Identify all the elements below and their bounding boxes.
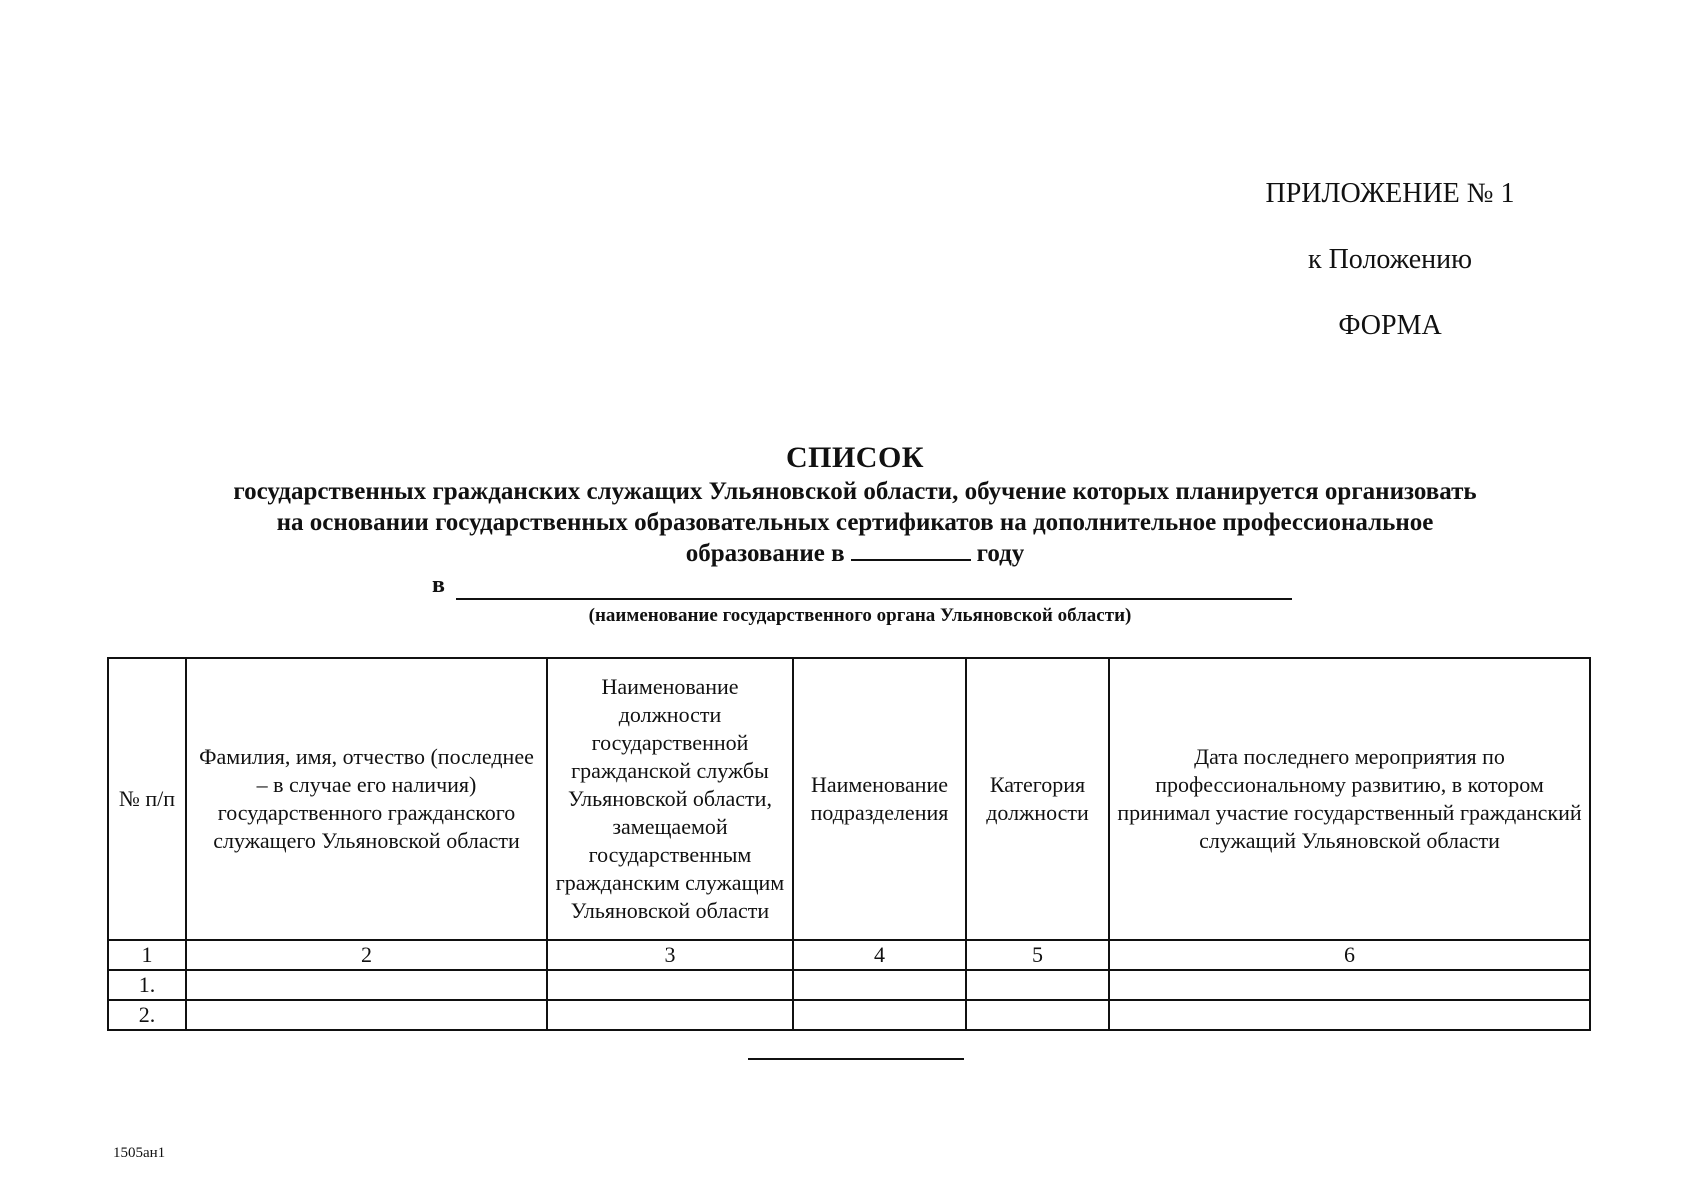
cell-category[interactable] [966,970,1109,1000]
organization-prefix: в [432,572,445,598]
appendix-reference: к Положению [1307,244,1473,275]
column-number: 1 [108,940,186,970]
organization-caption: (наименование государственного органа Ульяновской области) [588,605,1132,626]
cell-full-name[interactable] [186,1000,547,1030]
cell-department[interactable] [793,1000,966,1030]
table-header-row [108,658,1590,940]
subtitle-year-suffix: году [976,540,1025,567]
document-heading [130,440,1580,569]
end-divider [748,1058,964,1060]
organization-line [432,572,1292,599]
header-position: Наименование должности государственной гражданской службы Ульяновской области, замещаемой государственным гражданским служащим Ульяновской области [547,658,793,940]
column-number: 4 [793,940,966,970]
column-number: 3 [547,940,793,970]
header-department: Наименование подразделения [793,658,966,940]
cell-department[interactable] [793,970,966,1000]
table-row [108,1000,1590,1030]
header-number: № п/п [108,658,186,940]
cell-position[interactable] [547,970,793,1000]
row-number: 2. [108,1000,186,1030]
subtitle-line-3 [130,538,1580,569]
row-number: 1. [108,970,186,1000]
appendix-label: ПРИЛОЖЕНИЕ № 1 [1265,178,1515,209]
column-numbers-row [108,940,1590,970]
header-full-name: Фамилия, имя, отчество (последнее – в случае его наличия) государственного гражданского служащего Ульяновской области [186,658,547,940]
table-row [108,970,1590,1000]
subtitle-line-2: на основании государственных образовательных сертификатов на дополнительное профессиональное [276,509,1434,536]
subtitle-line-1: государственных гражданских служащих Ульяновской области, обучение которых планируется организовать [233,478,1477,505]
cell-last-training-date[interactable] [1109,970,1590,1000]
column-number: 2 [186,940,547,970]
form-label: ФОРМА [1338,310,1442,341]
subtitle-year-prefix: образование в [685,540,845,567]
cell-category[interactable] [966,1000,1109,1030]
column-number: 6 [1109,940,1590,970]
document-code: 1505ан1 [113,1145,166,1161]
header-last-training-date: Дата последнего мероприятия по профессиональному развитию, в котором принимал участие государственный гражданский служащий Ульяновской области [1109,658,1590,940]
appendix-block [1240,178,1540,376]
document-title: СПИСОК [785,441,925,474]
civil-servants-table [107,657,1591,1031]
header-category: Категория должности [966,658,1109,940]
cell-last-training-date[interactable] [1109,1000,1590,1030]
cell-position[interactable] [547,1000,793,1030]
cell-full-name[interactable] [186,970,547,1000]
column-number: 5 [966,940,1109,970]
year-blank-field[interactable] [851,539,971,561]
organization-blank-field[interactable] [456,598,1292,600]
